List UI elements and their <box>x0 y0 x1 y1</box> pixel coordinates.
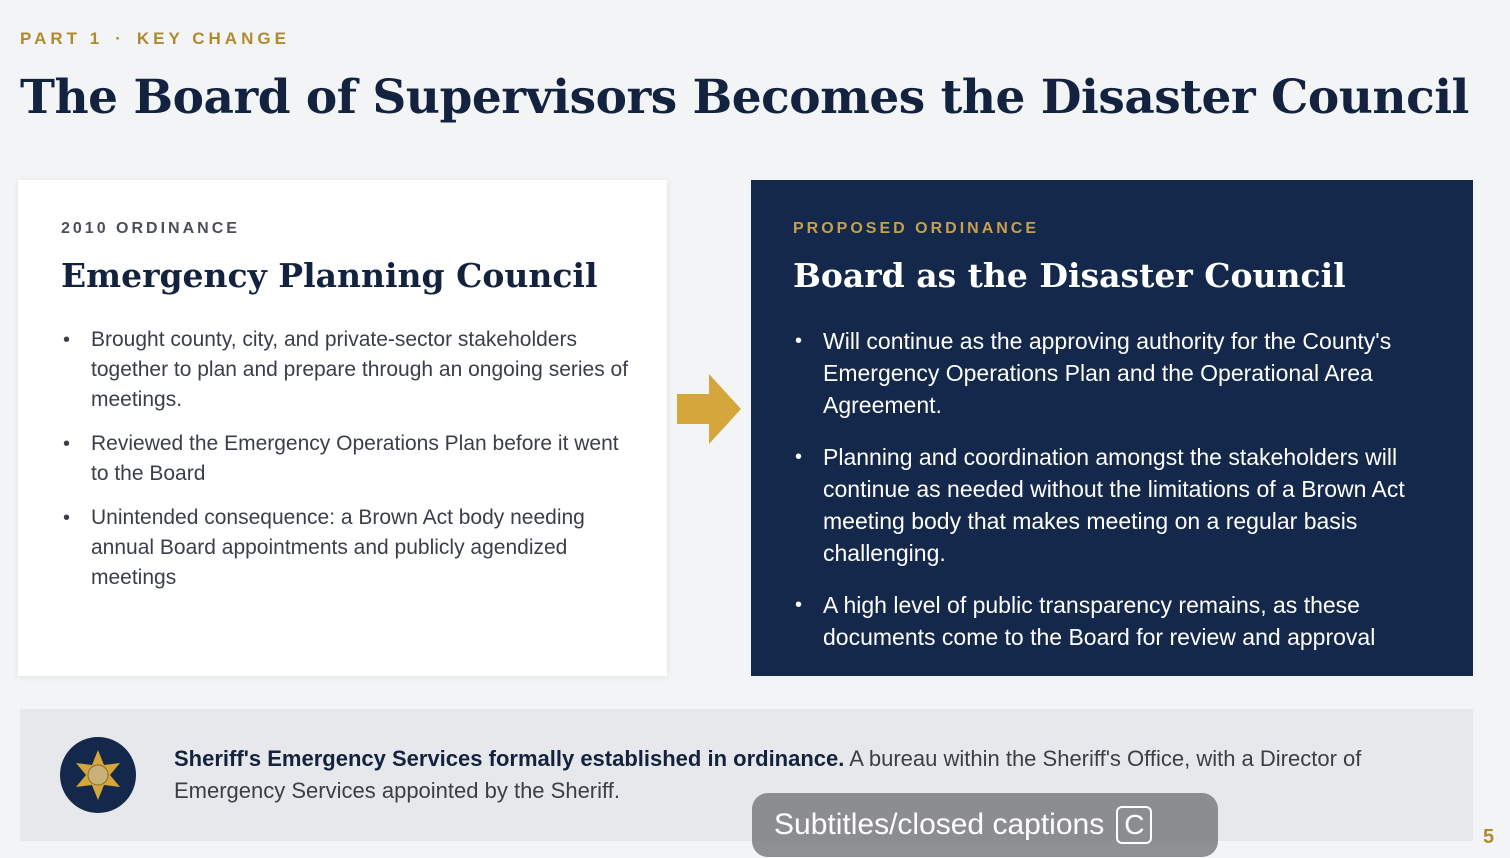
list-item <box>793 589 1443 653</box>
bullet-list <box>61 325 637 593</box>
page-number: 5 <box>1483 826 1495 848</box>
card-proposed-ordinance <box>751 180 1473 676</box>
captions-tooltip <box>752 793 1218 857</box>
list-item <box>793 325 1443 421</box>
bullet-text: A high level of public transparency remains, as these documents come to the Board for review and approval <box>823 592 1376 650</box>
star-icon <box>70 747 126 803</box>
info-banner <box>20 709 1473 841</box>
banner-bold: Sheriff's Emergency Services formally established in ordinance. <box>174 746 845 771</box>
bullet-icon: • <box>63 329 71 351</box>
banner-body: A bureau within the Sheriff's Office, with a Director of Emergency Services appointed by the Sheriff. <box>174 746 1362 803</box>
bullet-text: Brought county, city, and private-sector stakeholders together to plan and prepare through an ongoing series of meetings. <box>91 328 629 411</box>
bullet-text: Reviewed the Emergency Operations Plan before it went to the Board <box>91 432 619 485</box>
bullet-icon: • <box>63 507 71 529</box>
list-item <box>61 503 637 593</box>
slide-title: The Board of Supervisors Becomes the Disaster Council <box>20 70 1469 125</box>
eyebrow-part: PART 1 <box>20 29 104 48</box>
bullet-icon: • <box>795 446 803 468</box>
eyebrow <box>20 29 290 49</box>
eyebrow-separator: · <box>115 29 125 48</box>
list-item <box>61 429 637 489</box>
card-kicker: 2010 ORDINANCE <box>61 220 240 237</box>
card-title: Board as the Disaster Council <box>793 256 1346 295</box>
bullet-icon: • <box>63 433 71 455</box>
bullet-text: Planning and coordination amongst the stakeholders will continue as needed without the limitations of a Brown Act meeting body that makes meeting on a regular basis challenging. <box>823 444 1405 566</box>
captions-label: Subtitles/closed captions <box>774 808 1105 841</box>
bullet-text: Unintended consequence: a Brown Act body needing annual Board appointments and publicly agendized meetings <box>91 506 585 589</box>
bullet-list <box>793 325 1443 653</box>
list-item <box>793 441 1443 569</box>
eyebrow-topic: KEY CHANGE <box>136 29 290 48</box>
bullet-icon: • <box>795 594 803 616</box>
card-kicker: PROPOSED ORDINANCE <box>793 220 1040 237</box>
sheriff-star-icon <box>60 737 136 813</box>
bullet-text: Will continue as the approving authority for the County's Emergency Operations Plan and the Operational Area Agreement. <box>823 328 1392 418</box>
bullet-icon: • <box>795 330 803 352</box>
list-item <box>61 325 637 415</box>
arrow-right-icon <box>677 374 741 444</box>
captions-shortcut-key: C <box>1116 806 1152 844</box>
card-title: Emergency Planning Council <box>61 256 598 295</box>
card-2010-ordinance <box>18 180 667 676</box>
